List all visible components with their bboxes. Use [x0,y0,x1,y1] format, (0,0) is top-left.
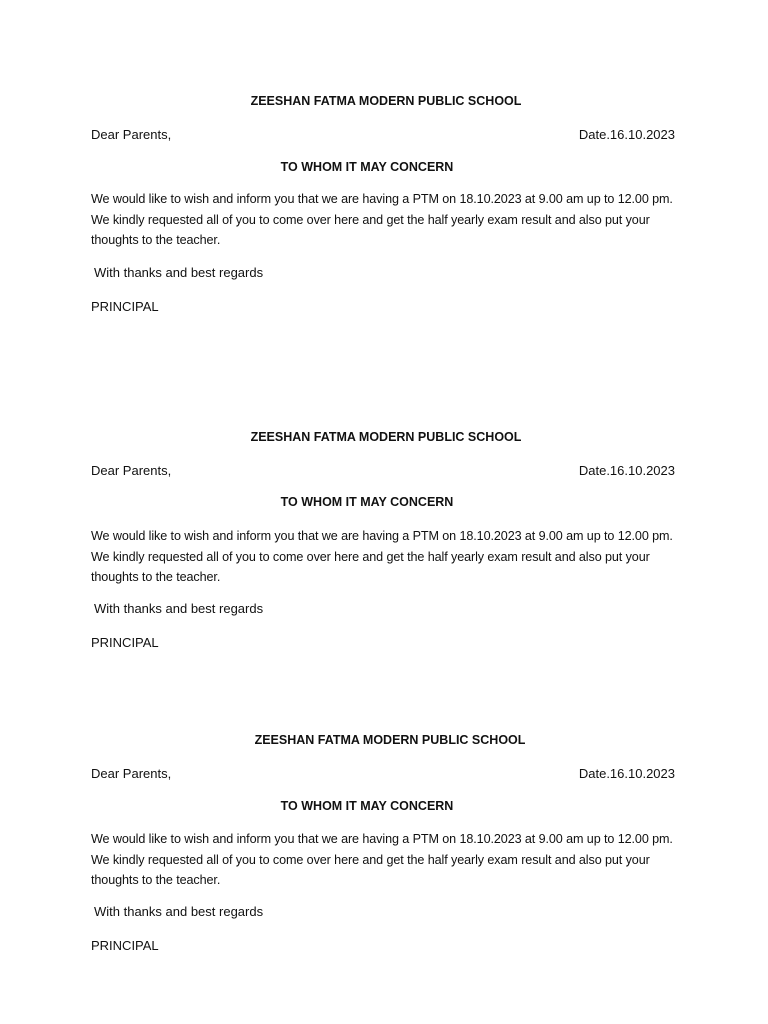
notice-body: We would like to wish and inform you that we are having a PTM on 18.10.2023 at 9.00 am up to 12.00 pm. We kindly requested all of you to come over here and get the half yearly exam result and also put your thoughts to the teacher. [91,192,673,247]
notice-date: Date.16.10.2023 [578,766,675,781]
notice-body: We would like to wish and inform you that we are having a PTM on 18.10.2023 at 9.00 am up to 12.00 pm. We kindly requested all of you to come over here and get the half yearly exam result and also put your thoughts to the teacher. [91,832,673,887]
notice-date: Date.16.10.2023 [578,463,675,478]
signature: PRINCIPAL [91,938,159,953]
salutation: Dear Parents, [91,463,172,478]
school-name: ZEESHAN FATMA MODERN PUBLIC SCHOOL [250,94,522,108]
notice-subject: TO WHOM IT MAY CONCERN [280,495,454,509]
notice-subject: TO WHOM IT MAY CONCERN [280,160,454,174]
notice-body: We would like to wish and inform you that we are having a PTM on 18.10.2023 at 9.00 am up to 12.00 pm. We kindly requested all of you to come over here and get the half yearly exam result and also put your thoughts to the teacher. [91,529,673,584]
signature: PRINCIPAL [91,635,159,650]
closing-line: With thanks and best regards [94,265,264,280]
salutation: Dear Parents, [91,127,172,142]
notice-subject: TO WHOM IT MAY CONCERN [280,799,454,813]
school-name: ZEESHAN FATMA MODERN PUBLIC SCHOOL [254,733,526,747]
salutation: Dear Parents, [91,766,172,781]
school-name: ZEESHAN FATMA MODERN PUBLIC SCHOOL [250,430,522,444]
signature: PRINCIPAL [91,299,159,314]
notice-date: Date.16.10.2023 [578,127,675,142]
closing-line: With thanks and best regards [94,601,264,616]
closing-line: With thanks and best regards [94,904,264,919]
